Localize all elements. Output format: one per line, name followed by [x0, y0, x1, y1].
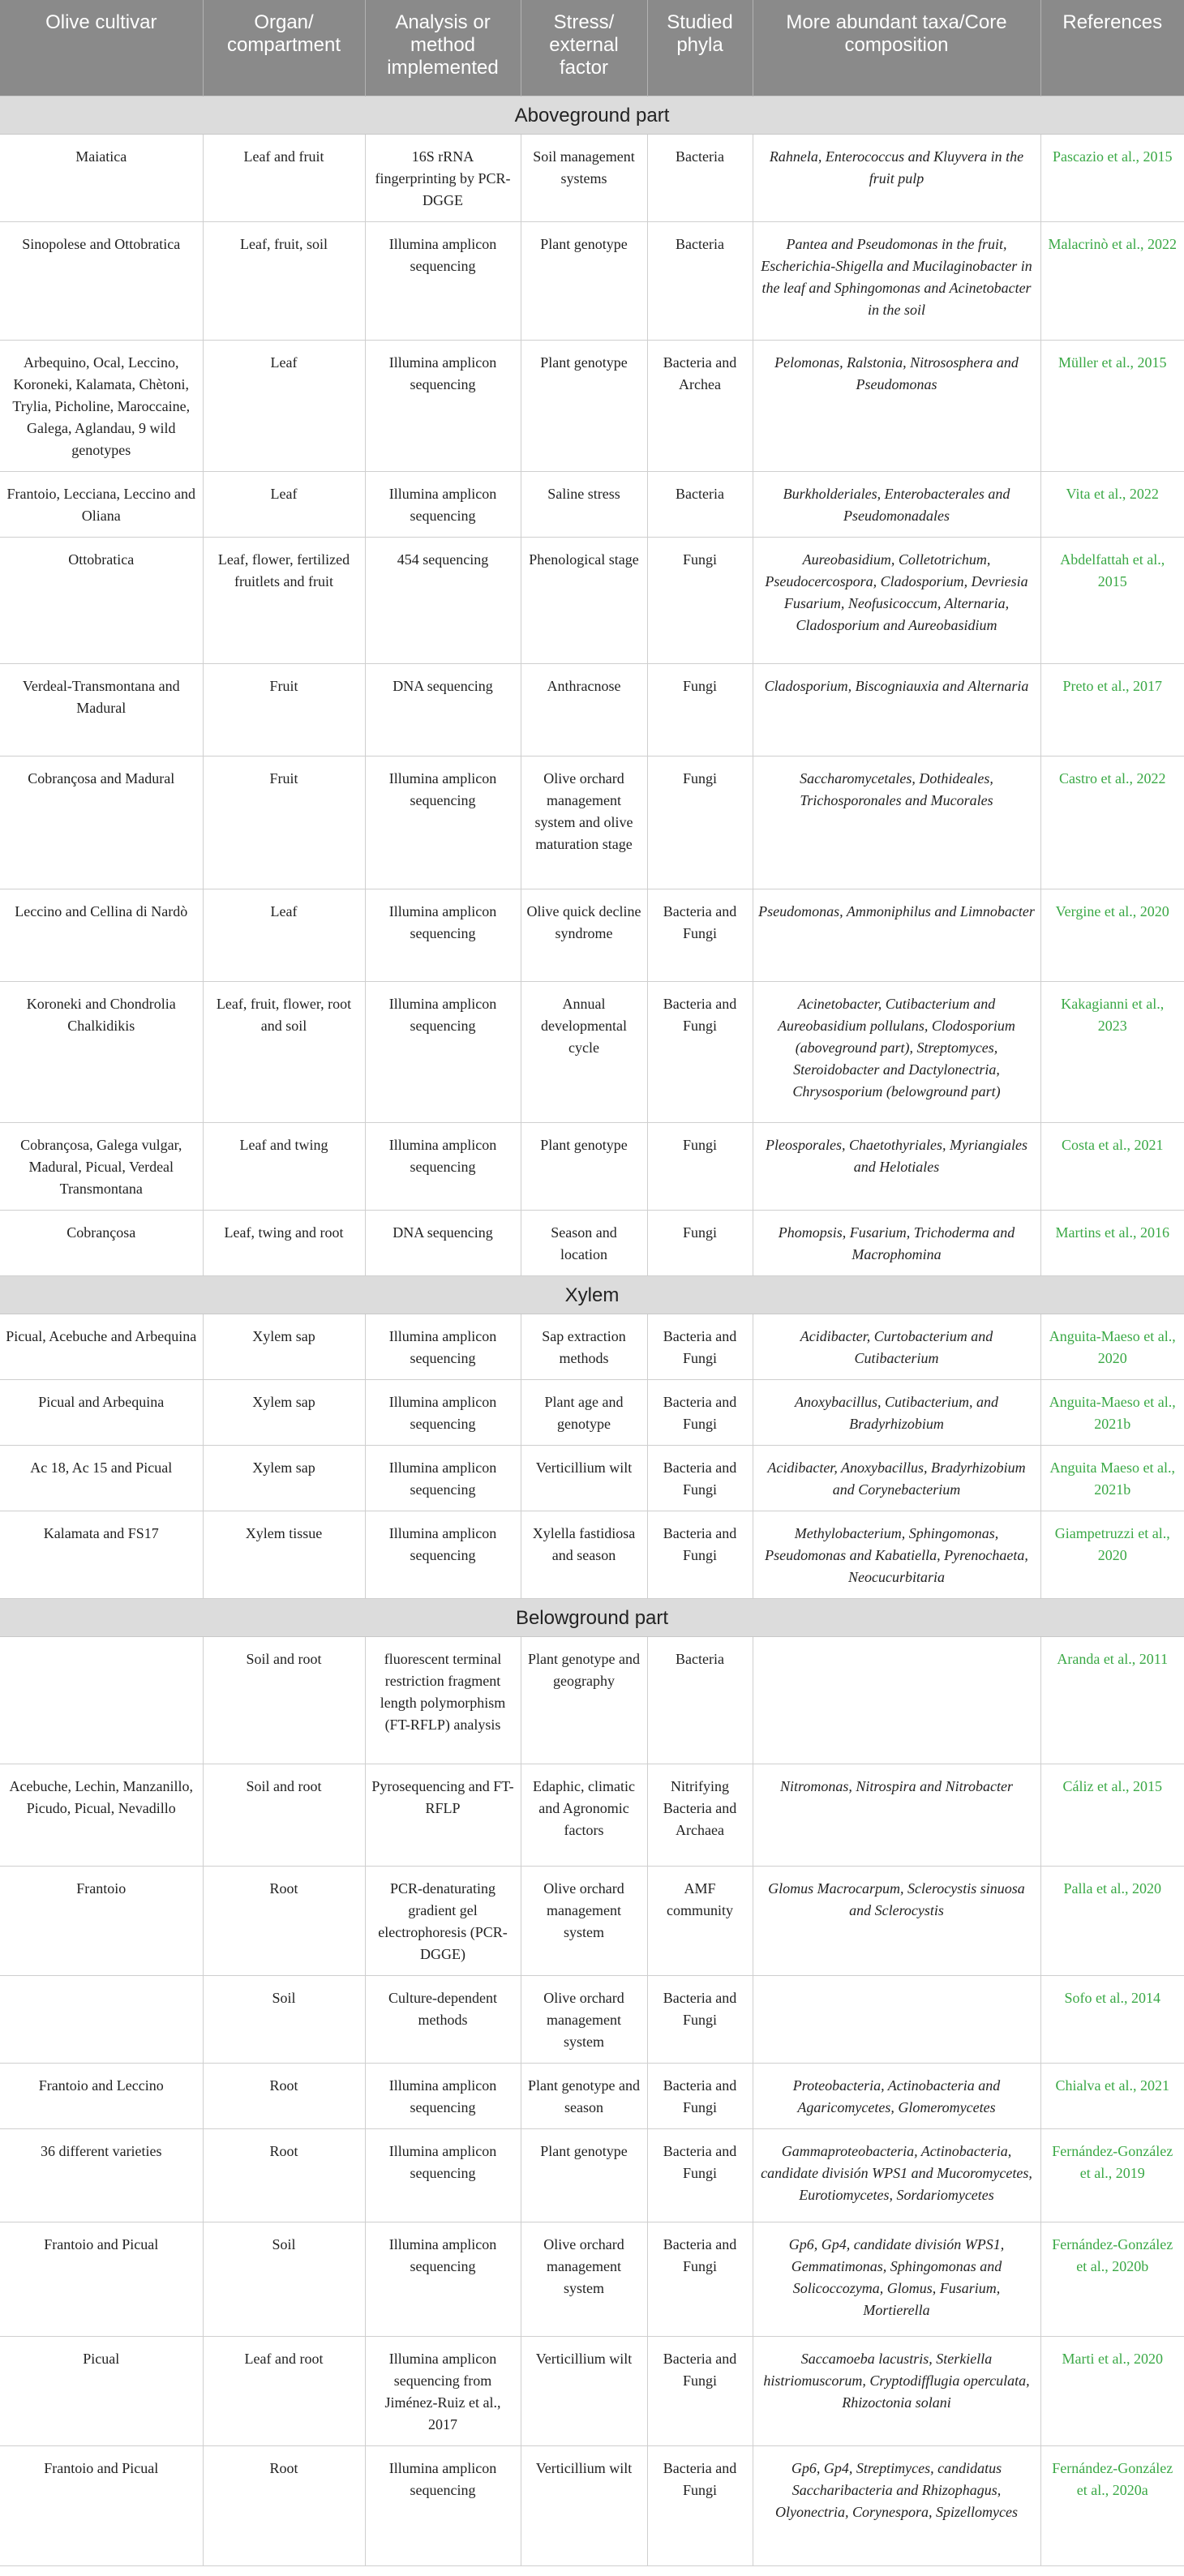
table-row — [0, 981, 1184, 1122]
cell-method: Illumina amplicon sequencing — [365, 1122, 521, 1210]
cell-method: Illumina amplicon sequencing — [365, 756, 521, 889]
header-studied-phyla: Studied phyla — [647, 0, 753, 96]
reference-link[interactable]: Vergine et al., 2020 — [1040, 889, 1184, 981]
cell-factor: Olive orchard management system and olive maturation stage — [521, 756, 647, 889]
cell-phyla: Bacteria and Archea — [647, 340, 753, 471]
cell-phyla: Bacteria and Fungi — [647, 981, 753, 1122]
cell-phyla: Bacteria — [647, 134, 753, 221]
cell-factor: Plant genotype and season — [521, 2063, 647, 2128]
table-row — [0, 2063, 1184, 2128]
cell-organ: Leaf, fruit, soil — [203, 221, 365, 340]
cell-phyla: Fungi — [647, 756, 753, 889]
cell-method: Illumina amplicon sequencing — [365, 889, 521, 981]
cell-factor: Xylella fastidiosa and season — [521, 1511, 647, 1598]
reference-link[interactable]: Fernández-González et al., 2020a — [1040, 2445, 1184, 2565]
cell-factor: Plant genotype — [521, 2128, 647, 2222]
cell-cultivar: Ottobratica — [0, 537, 203, 663]
cell-taxa: Pantea and Pseudomonas in the fruit, Escherichia-Shigella and Mucilaginobacter in the leaf and Sphingomonas and Acinetobacter in the soil — [753, 221, 1040, 340]
cell-organ: Soil and root — [203, 1764, 365, 1866]
reference-link[interactable]: Preto et al., 2017 — [1040, 663, 1184, 756]
reference-link[interactable]: Fernández-González et al., 2020b — [1040, 2222, 1184, 2336]
cell-method: DNA sequencing — [365, 663, 521, 756]
cell-phyla: Bacteria and Fungi — [647, 2063, 753, 2128]
cell-phyla: Bacteria and Fungi — [647, 2445, 753, 2565]
cell-factor: Plant genotype — [521, 340, 647, 471]
cell-method: Culture-dependent methods — [365, 1975, 521, 2063]
cell-organ: Fruit — [203, 663, 365, 756]
cell-organ: Root — [203, 2128, 365, 2222]
cell-cultivar: Koroneki and Chondrolia Chalkidikis — [0, 981, 203, 1122]
cell-organ: Xylem sap — [203, 1379, 365, 1445]
cell-taxa: Pelomonas, Ralstonia, Nitrososphera and Pseudomonas — [753, 340, 1040, 471]
cell-method: 16S rRNA fingerprinting by PCR-DGGE — [365, 134, 521, 221]
section-title: Xylem — [0, 1275, 1184, 1314]
table-row — [0, 756, 1184, 889]
reference-link[interactable]: Aranda et al., 2011 — [1040, 1636, 1184, 1764]
table-row — [0, 471, 1184, 537]
reference-link[interactable]: Palla et al., 2020 — [1040, 1866, 1184, 1975]
table-header — [0, 0, 1184, 96]
cell-taxa: Anoxybacillus, Cutibacterium, and Bradyrhizobium — [753, 1379, 1040, 1445]
cell-taxa: Glomus Macrocarpum, Sclerocystis sinuosa and Sclerocystis — [753, 1866, 1040, 1975]
cell-phyla: Fungi — [647, 1210, 753, 1275]
reference-link[interactable]: Abdelfattah et al., 2015 — [1040, 537, 1184, 663]
cell-taxa: Burkholderiales, Enterobacterales and Pseudomonadales — [753, 471, 1040, 537]
cell-taxa: Aureobasidium, Colletotrichum, Pseudocercospora, Cladosporium, Devriesia Fusarium, Neofusicoccum, Alternaria, Cladosporium and Aureobasidium — [753, 537, 1040, 663]
table-row — [0, 1511, 1184, 1598]
cell-phyla: Bacteria — [647, 221, 753, 340]
cell-method: Illumina amplicon sequencing — [365, 1445, 521, 1511]
cell-taxa: Gammaproteobacteria, Actinobacteria, candidate división WPS1 and Mucoromycetes, Eurotiomycetes, Sordariomycetes — [753, 2128, 1040, 2222]
cell-method: Illumina amplicon sequencing — [365, 981, 521, 1122]
cell-organ: Leaf and twing — [203, 1122, 365, 1210]
cell-phyla: Fungi — [647, 663, 753, 756]
cell-taxa: Acidibacter, Anoxybacillus, Bradyrhizobium and Corynebacterium — [753, 1445, 1040, 1511]
cell-organ: Soil and root — [203, 1636, 365, 1764]
cell-cultivar: Cobrançosa and Madural — [0, 756, 203, 889]
table-row — [0, 221, 1184, 340]
cell-organ: Xylem sap — [203, 1314, 365, 1379]
table-row — [0, 1636, 1184, 1764]
cell-organ: Root — [203, 2445, 365, 2565]
cell-cultivar: Arbequino, Ocal, Leccino, Koroneki, Kalamata, Chètoni, Trylia, Picholine, Maroccaine, Galega, Aglandau, 9 wild genotypes — [0, 340, 203, 471]
cell-phyla: Fungi — [647, 537, 753, 663]
cell-taxa: Pleosporales, Chaetothyriales, Myriangiales and Helotiales — [753, 1122, 1040, 1210]
cell-method: Illumina amplicon sequencing — [365, 1511, 521, 1598]
cell-cultivar: Frantoio and Picual — [0, 2222, 203, 2336]
cell-cultivar: Frantoio — [0, 1866, 203, 1975]
cell-factor: Edaphic, climatic and Agronomic factors — [521, 1764, 647, 1866]
cell-cultivar: Frantoio and Picual — [0, 2445, 203, 2565]
cell-cultivar: Picual, Acebuche and Arbequina — [0, 1314, 203, 1379]
cell-cultivar — [0, 1975, 203, 2063]
table-row — [0, 2222, 1184, 2336]
header-references: References — [1040, 0, 1184, 96]
cell-method: Illumina amplicon sequencing — [365, 340, 521, 471]
table-row — [0, 537, 1184, 663]
cell-factor: Plant genotype — [521, 1122, 647, 1210]
cell-method: Illumina amplicon sequencing — [365, 2128, 521, 2222]
table-row — [0, 1122, 1184, 1210]
cell-factor: Phenological stage — [521, 537, 647, 663]
reference-link[interactable]: Chialva et al., 2021 — [1040, 2063, 1184, 2128]
cell-cultivar — [0, 1636, 203, 1764]
table-row — [0, 1764, 1184, 1866]
cell-taxa: Cladosporium, Biscogniauxia and Alternaria — [753, 663, 1040, 756]
cell-phyla: Fungi — [647, 1122, 753, 1210]
cell-organ: Soil — [203, 1975, 365, 2063]
cell-organ: Leaf — [203, 340, 365, 471]
cell-taxa: Rahnela, Enterococcus and Kluyvera in the fruit pulp — [753, 134, 1040, 221]
cell-taxa — [753, 1975, 1040, 2063]
cell-method: Illumina amplicon sequencing — [365, 2222, 521, 2336]
header-taxa: More abundant taxa/Core composition — [753, 0, 1040, 96]
cell-organ: Leaf, twing and root — [203, 1210, 365, 1275]
cell-cultivar: Leccino and Cellina di Nardò — [0, 889, 203, 981]
cell-method: 454 sequencing — [365, 537, 521, 663]
cell-factor: Soil management systems — [521, 134, 647, 221]
table-row — [0, 1379, 1184, 1445]
cell-method: Illumina amplicon sequencing — [365, 1314, 521, 1379]
cell-phyla: Bacteria — [647, 471, 753, 537]
cell-method: Pyrosequencing and FT-RFLP — [365, 1764, 521, 1866]
cell-method: DNA sequencing — [365, 1210, 521, 1275]
cell-phyla: Bacteria and Fungi — [647, 1379, 753, 1445]
section-row-aboveground — [0, 96, 1184, 134]
table-row — [0, 2445, 1184, 2565]
reference-link[interactable]: Costa et al., 2021 — [1040, 1122, 1184, 1210]
cell-phyla: Nitrifying Bacteria and Archaea — [647, 1764, 753, 1866]
cell-organ: Leaf, flower, fertilized fruitlets and fruit — [203, 537, 365, 663]
table-row — [0, 340, 1184, 471]
cell-factor: Olive orchard management system — [521, 1975, 647, 2063]
cell-cultivar: Picual and Arbequina — [0, 1379, 203, 1445]
cell-taxa: Pseudomonas, Ammoniphilus and Limnobacter — [753, 889, 1040, 981]
table-row — [0, 1975, 1184, 2063]
cell-cultivar: 36 different varieties — [0, 2128, 203, 2222]
cell-taxa: Acinetobacter, Cutibacterium and Aureobasidium pollulans, Clodosporium (aboveground part), Streptomyces, Steroidobacter and Dactylonectria, Chrysosporium (belowground part) — [753, 981, 1040, 1122]
cell-taxa: Proteobacteria, Actinobacteria and Agaricomycetes, Glomeromycetes — [753, 2063, 1040, 2128]
table-row — [0, 1866, 1184, 1975]
reference-link[interactable]: Vita et al., 2022 — [1040, 471, 1184, 537]
cell-taxa: Gp6, Gp4, Streptimyces, candidatus Saccharibacteria and Rhizophagus, Olyonectria, Corynespora, Spizellomyces — [753, 2445, 1040, 2565]
cell-organ: Xylem tissue — [203, 1511, 365, 1598]
cell-taxa: Acidibacter, Curtobacterium and Cutibacterium — [753, 1314, 1040, 1379]
cell-organ: Leaf, fruit, flower, root and soil — [203, 981, 365, 1122]
cell-phyla: Bacteria — [647, 1636, 753, 1764]
cell-factor: Plant age and genotype — [521, 1379, 647, 1445]
cell-cultivar: Verdeal-Transmontana and Madural — [0, 663, 203, 756]
cell-taxa — [753, 1636, 1040, 1764]
cell-method: Illumina amplicon sequencing — [365, 2063, 521, 2128]
cell-taxa: Gp6, Gp4, candidate división WPS1, Gemmatimonas, Sphingomonas and Solicoccozyma, Glomus, Fusarium, Mortierella — [753, 2222, 1040, 2336]
cell-cultivar: Frantoio and Leccino — [0, 2063, 203, 2128]
cell-organ: Root — [203, 1866, 365, 1975]
cell-phyla: Bacteria and Fungi — [647, 889, 753, 981]
cell-cultivar: Kalamata and FS17 — [0, 1511, 203, 1598]
cell-method: PCR-denaturating gradient gel electrophoresis (PCR-DGGE) — [365, 1866, 521, 1975]
reference-link[interactable]: Giampetruzzi et al., 2020 — [1040, 1511, 1184, 1598]
section-row-xylem — [0, 1275, 1184, 1314]
header-stress-factor: Stress/ external factor — [521, 0, 647, 96]
header-analysis-method: Analysis or method implemented — [365, 0, 521, 96]
cell-phyla: Bacteria and Fungi — [647, 1511, 753, 1598]
cell-organ: Leaf and fruit — [203, 134, 365, 221]
cell-factor: Olive orchard management system — [521, 1866, 647, 1975]
cell-factor: Season and location — [521, 1210, 647, 1275]
cell-organ: Leaf and root — [203, 2336, 365, 2445]
reference-link[interactable]: Pascazio et al., 2015 — [1040, 134, 1184, 221]
cell-factor: Verticillium wilt — [521, 1445, 647, 1511]
cell-taxa: Saccharomycetales, Dothideales, Trichosporonales and Mucorales — [753, 756, 1040, 889]
cell-factor: Olive orchard management system — [521, 2222, 647, 2336]
cell-cultivar: Cobrançosa — [0, 1210, 203, 1275]
cell-method: Illumina amplicon sequencing from Jiménez-Ruiz et al., 2017 — [365, 2336, 521, 2445]
cell-factor: Sap extraction methods — [521, 1314, 647, 1379]
cell-cultivar: Picual — [0, 2336, 203, 2445]
table-row — [0, 134, 1184, 221]
cell-method: Illumina amplicon sequencing — [365, 2445, 521, 2565]
table-row — [0, 2128, 1184, 2222]
header-olive-cultivar: Olive cultivar — [0, 0, 203, 96]
cell-taxa: Phomopsis, Fusarium, Trichoderma and Macrophomina — [753, 1210, 1040, 1275]
reference-link[interactable]: Marti et al., 2020 — [1040, 2336, 1184, 2445]
section-title: Aboveground part — [0, 96, 1184, 134]
cell-factor: Plant genotype and geography — [521, 1636, 647, 1764]
cell-factor: Saline stress — [521, 471, 647, 537]
cell-organ: Soil — [203, 2222, 365, 2336]
cell-organ: Leaf — [203, 889, 365, 981]
cell-factor: Anthracnose — [521, 663, 647, 756]
cell-taxa: Saccamoeba lacustris, Sterkiella histriomuscorum, Cryptodifflugia operculata, Rhizoctonia solani — [753, 2336, 1040, 2445]
cell-phyla: AMF community — [647, 1866, 753, 1975]
cell-organ: Root — [203, 2063, 365, 2128]
reference-link[interactable]: Kakagianni et al., 2023 — [1040, 981, 1184, 1122]
reference-link[interactable]: Malacrinò et al., 2022 — [1040, 221, 1184, 340]
cell-cultivar: Frantoio, Lecciana, Leccino and Oliana — [0, 471, 203, 537]
cell-method: Illumina amplicon sequencing — [365, 471, 521, 537]
cell-taxa: Methylobacterium, Sphingomonas, Pseudomonas and Kabatiella, Pyrenochaeta, Neocucurbitaria — [753, 1511, 1040, 1598]
cell-taxa: Nitromonas, Nitrospira and Nitrobacter — [753, 1764, 1040, 1866]
reference-link[interactable]: Castro et al., 2022 — [1040, 756, 1184, 889]
cell-cultivar: Acebuche, Lechin, Manzanillo, Picudo, Picual, Nevadillo — [0, 1764, 203, 1866]
table-row — [0, 663, 1184, 756]
table-row — [0, 1314, 1184, 1379]
cell-method: Illumina amplicon sequencing — [365, 1379, 521, 1445]
cell-cultivar: Maiatica — [0, 134, 203, 221]
cell-factor: Verticillium wilt — [521, 2445, 647, 2565]
cell-cultivar: Ac 18, Ac 15 and Picual — [0, 1445, 203, 1511]
cell-cultivar: Sinopolese and Ottobratica — [0, 221, 203, 340]
cell-phyla: Bacteria and Fungi — [647, 1314, 753, 1379]
section-title: Belowground part — [0, 1598, 1184, 1636]
cell-organ: Xylem sap — [203, 1445, 365, 1511]
cell-organ: Fruit — [203, 756, 365, 889]
table-row — [0, 1445, 1184, 1511]
table-row — [0, 889, 1184, 981]
cell-method: fluorescent terminal restriction fragment length polymorphism (FT-RFLP) analysis — [365, 1636, 521, 1764]
reference-link[interactable]: Sofo et al., 2014 — [1040, 1975, 1184, 2063]
reference-link[interactable]: Anguita-Maeso et al., 2020 — [1040, 1314, 1184, 1379]
reference-link[interactable]: Fernández-González et al., 2019 — [1040, 2128, 1184, 2222]
reference-link[interactable]: Müller et al., 2015 — [1040, 340, 1184, 471]
reference-link[interactable]: Anguita Maeso et al., 2021b — [1040, 1445, 1184, 1511]
cell-factor: Verticillium wilt — [521, 2336, 647, 2445]
cell-factor: Plant genotype — [521, 221, 647, 340]
reference-link[interactable]: Cáliz et al., 2015 — [1040, 1764, 1184, 1866]
cell-phyla: Bacteria and Fungi — [647, 2222, 753, 2336]
cell-cultivar: Cobrançosa, Galega vulgar, Madural, Picual, Verdeal Transmontana — [0, 1122, 203, 1210]
cell-organ: Leaf — [203, 471, 365, 537]
cell-factor: Annual developmental cycle — [521, 981, 647, 1122]
cell-method: Illumina amplicon sequencing — [365, 221, 521, 340]
cell-phyla: Bacteria and Fungi — [647, 1975, 753, 2063]
cell-factor: Olive quick decline syndrome — [521, 889, 647, 981]
table-row — [0, 1210, 1184, 1275]
header-organ: Organ/ compartment — [203, 0, 365, 96]
cell-phyla: Bacteria and Fungi — [647, 2128, 753, 2222]
reference-link[interactable]: Martins et al., 2016 — [1040, 1210, 1184, 1275]
table-row — [0, 2336, 1184, 2445]
section-row-belowground — [0, 1598, 1184, 1636]
cell-phyla: Bacteria and Fungi — [647, 1445, 753, 1511]
cell-phyla: Bacteria and Fungi — [647, 2336, 753, 2445]
reference-link[interactable]: Anguita-Maeso et al., 2021b — [1040, 1379, 1184, 1445]
